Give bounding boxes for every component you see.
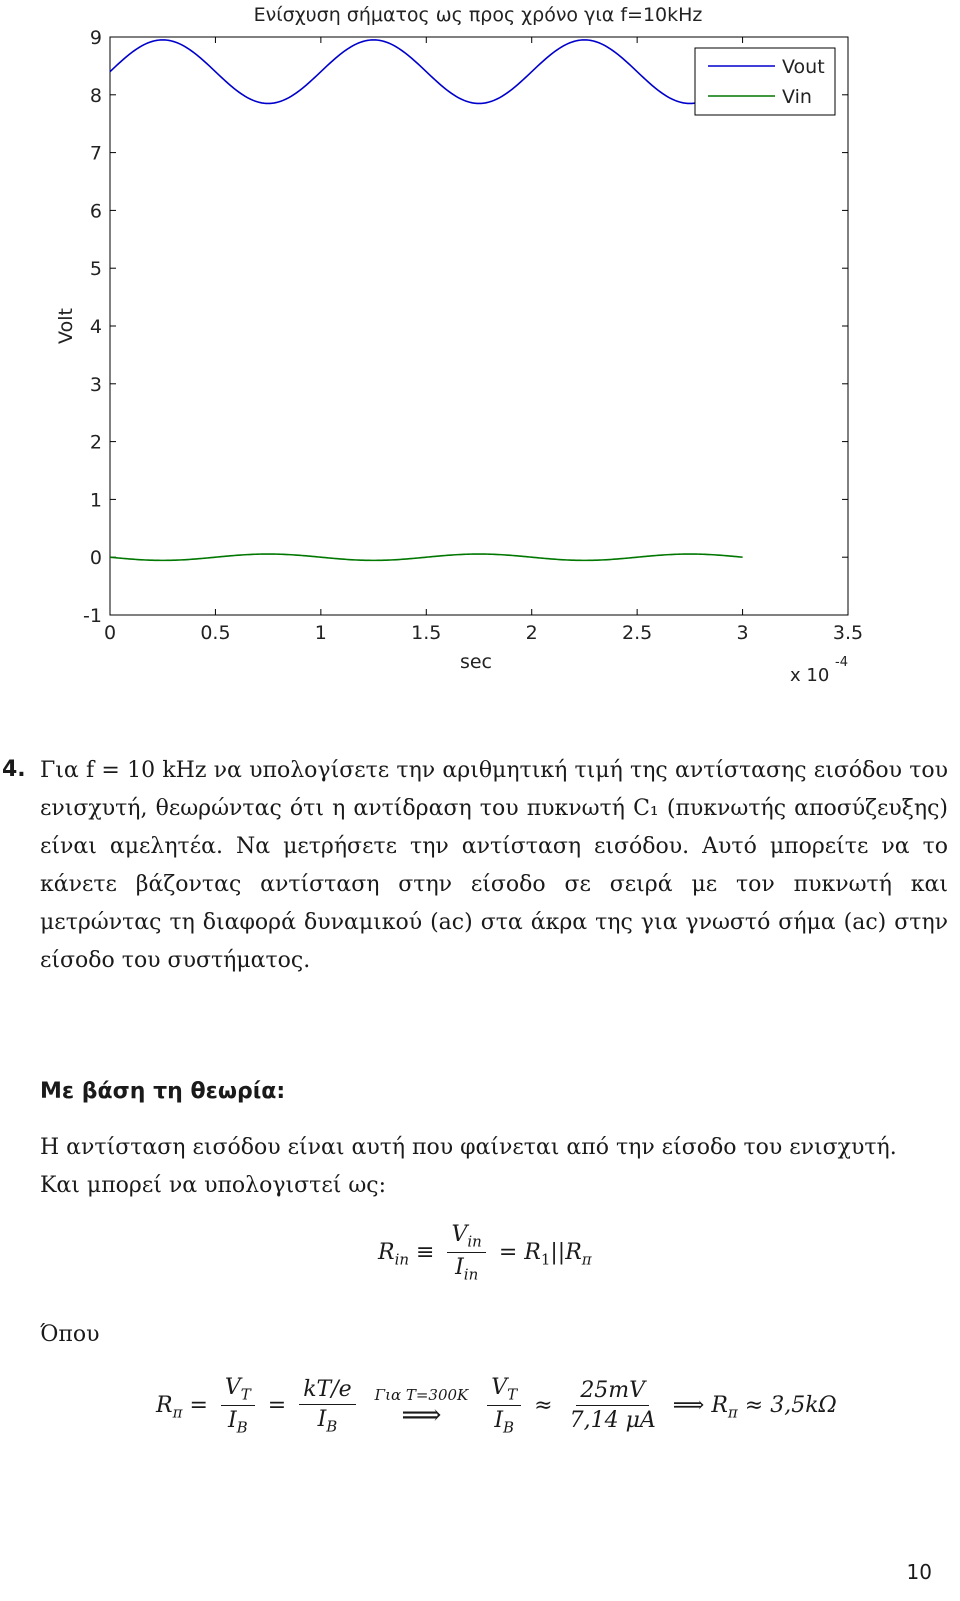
y-tick-label: 4 [89, 316, 102, 338]
y-tick-label: 0 [89, 547, 102, 570]
y-tick-label: 1 [89, 489, 102, 512]
y-tick-label: 6 [89, 200, 102, 223]
equation-input-resistance [378, 1222, 592, 1284]
eq2-fraction-3: $\frac{V_T}{I_B}$ [487, 1375, 521, 1437]
x-tick-label: 0.5 [200, 622, 231, 644]
eq2-fraction-1: $\frac{V_T}{I_B}$ [221, 1375, 255, 1437]
eq1-rhs: = R [498, 1239, 541, 1265]
eq1-lhs: R [378, 1239, 395, 1265]
eq1-den: $I_{in}$ [455, 1255, 479, 1284]
y-tick-label: 5 [89, 258, 102, 281]
y-tick-label: 9 [89, 27, 102, 49]
y-tick-label: 3 [89, 373, 102, 396]
eq1-parallel: ||R [550, 1239, 582, 1265]
legend-label-vout: Vout [782, 56, 825, 78]
eq2-equals-2: = [267, 1392, 287, 1418]
y-tick-label: -1 [83, 605, 102, 627]
eq2-approx-1: ≈ [534, 1392, 553, 1418]
y-axis-label: Volt [55, 308, 77, 344]
eq2-implies: ⟹ [672, 1392, 705, 1418]
legend [695, 48, 835, 115]
x-multiplier-exponent: -4 [835, 655, 848, 670]
eq2-result-value: 3,5kΩ [770, 1392, 837, 1418]
x-tick-label: 3 [736, 622, 749, 644]
where-label: Όπου [40, 1322, 100, 1347]
y-tick-label: 2 [89, 431, 102, 454]
x-tick-label: 3.5 [832, 622, 864, 644]
voltage-time-chart [0, 0, 960, 710]
eq1-rhs-sub2: π [581, 1250, 592, 1269]
x-tick-label: 1.5 [411, 622, 442, 644]
eq2-fraction-2: $\frac{kT/e}{I_B}$ [299, 1377, 355, 1435]
eq1-fraction [447, 1222, 485, 1284]
theory-line-1: Η αντίσταση εισόδου είναι αυτή που φαίνεται από την είσοδο του ενισχυτή. [40, 1135, 897, 1160]
question-text: Για f = 10 kHz να υπολογίσετε την αριθμητική τιμή της αντίστασης εισόδου του ενισχυτή, θεωρώντας ότι η αντίδραση του πυκνωτή C₁ (πυκνωτής αποσύζευξης) είναι αμελητέα. Να μετρήσετε την αντίσταση εισόδου. Αυτό μπορείτε να το κάνετε βάζοντας αντίσταση στην είσοδο σε σειρά με τον πυκνωτή και μετρώντας τη διαφορά δυναμικού (ac) στα άκρα της για γνωστό σήμα (ac) στην είσοδο του συστήματος. [40, 758, 948, 973]
eq1-rhs-sub1: 1 [540, 1250, 551, 1269]
eq2-lhs-sub: π [172, 1403, 183, 1422]
eq2-equals-1: = [189, 1392, 208, 1418]
page-number: 10 [906, 1560, 932, 1584]
chart-title: Ενίσχυση σήματος ως προς χρόνο για f=10kHz [253, 4, 703, 26]
eq1-equiv: ≡ [416, 1239, 435, 1265]
equation-r-pi [156, 1375, 837, 1437]
x-tick-label: 1 [314, 622, 327, 644]
plot-area [110, 37, 848, 615]
y-tick-label: 8 [89, 84, 102, 107]
eq2-approx-2: ≈ [744, 1392, 764, 1418]
theory-heading: Με βάση τη θεωρία: [40, 1079, 286, 1104]
eq1-lhs-sub: in [394, 1250, 410, 1269]
legend-label-vin: Vin [782, 86, 812, 108]
theory-line-2: Και μπορεί να υπολογιστεί ως: [40, 1173, 387, 1198]
question-number: 4. [2, 757, 26, 782]
x-tick-label: 0 [103, 622, 117, 644]
eq2-result-lhs: R [711, 1392, 728, 1418]
eq2-lhs: R [156, 1392, 173, 1418]
eq2-implication-arrow [374, 1385, 469, 1431]
eq2-result-sub: π [727, 1403, 738, 1422]
eq2-arrow-label: Για T=300K [374, 1385, 469, 1404]
x-multiplier-label: x 10 [790, 665, 830, 686]
double-arrow-icon: ⟹ [401, 1397, 442, 1431]
eq1-num: $V_{in}$ [447, 1222, 485, 1253]
x-tick-label: 2.5 [622, 622, 653, 644]
x-tick-label: 2 [525, 622, 538, 644]
y-tick-label: 7 [89, 142, 102, 165]
eq2-fraction-4: $\frac{25mV}{7,14 \mu A}$ [569, 1378, 656, 1434]
x-axis-label: sec [459, 651, 493, 673]
